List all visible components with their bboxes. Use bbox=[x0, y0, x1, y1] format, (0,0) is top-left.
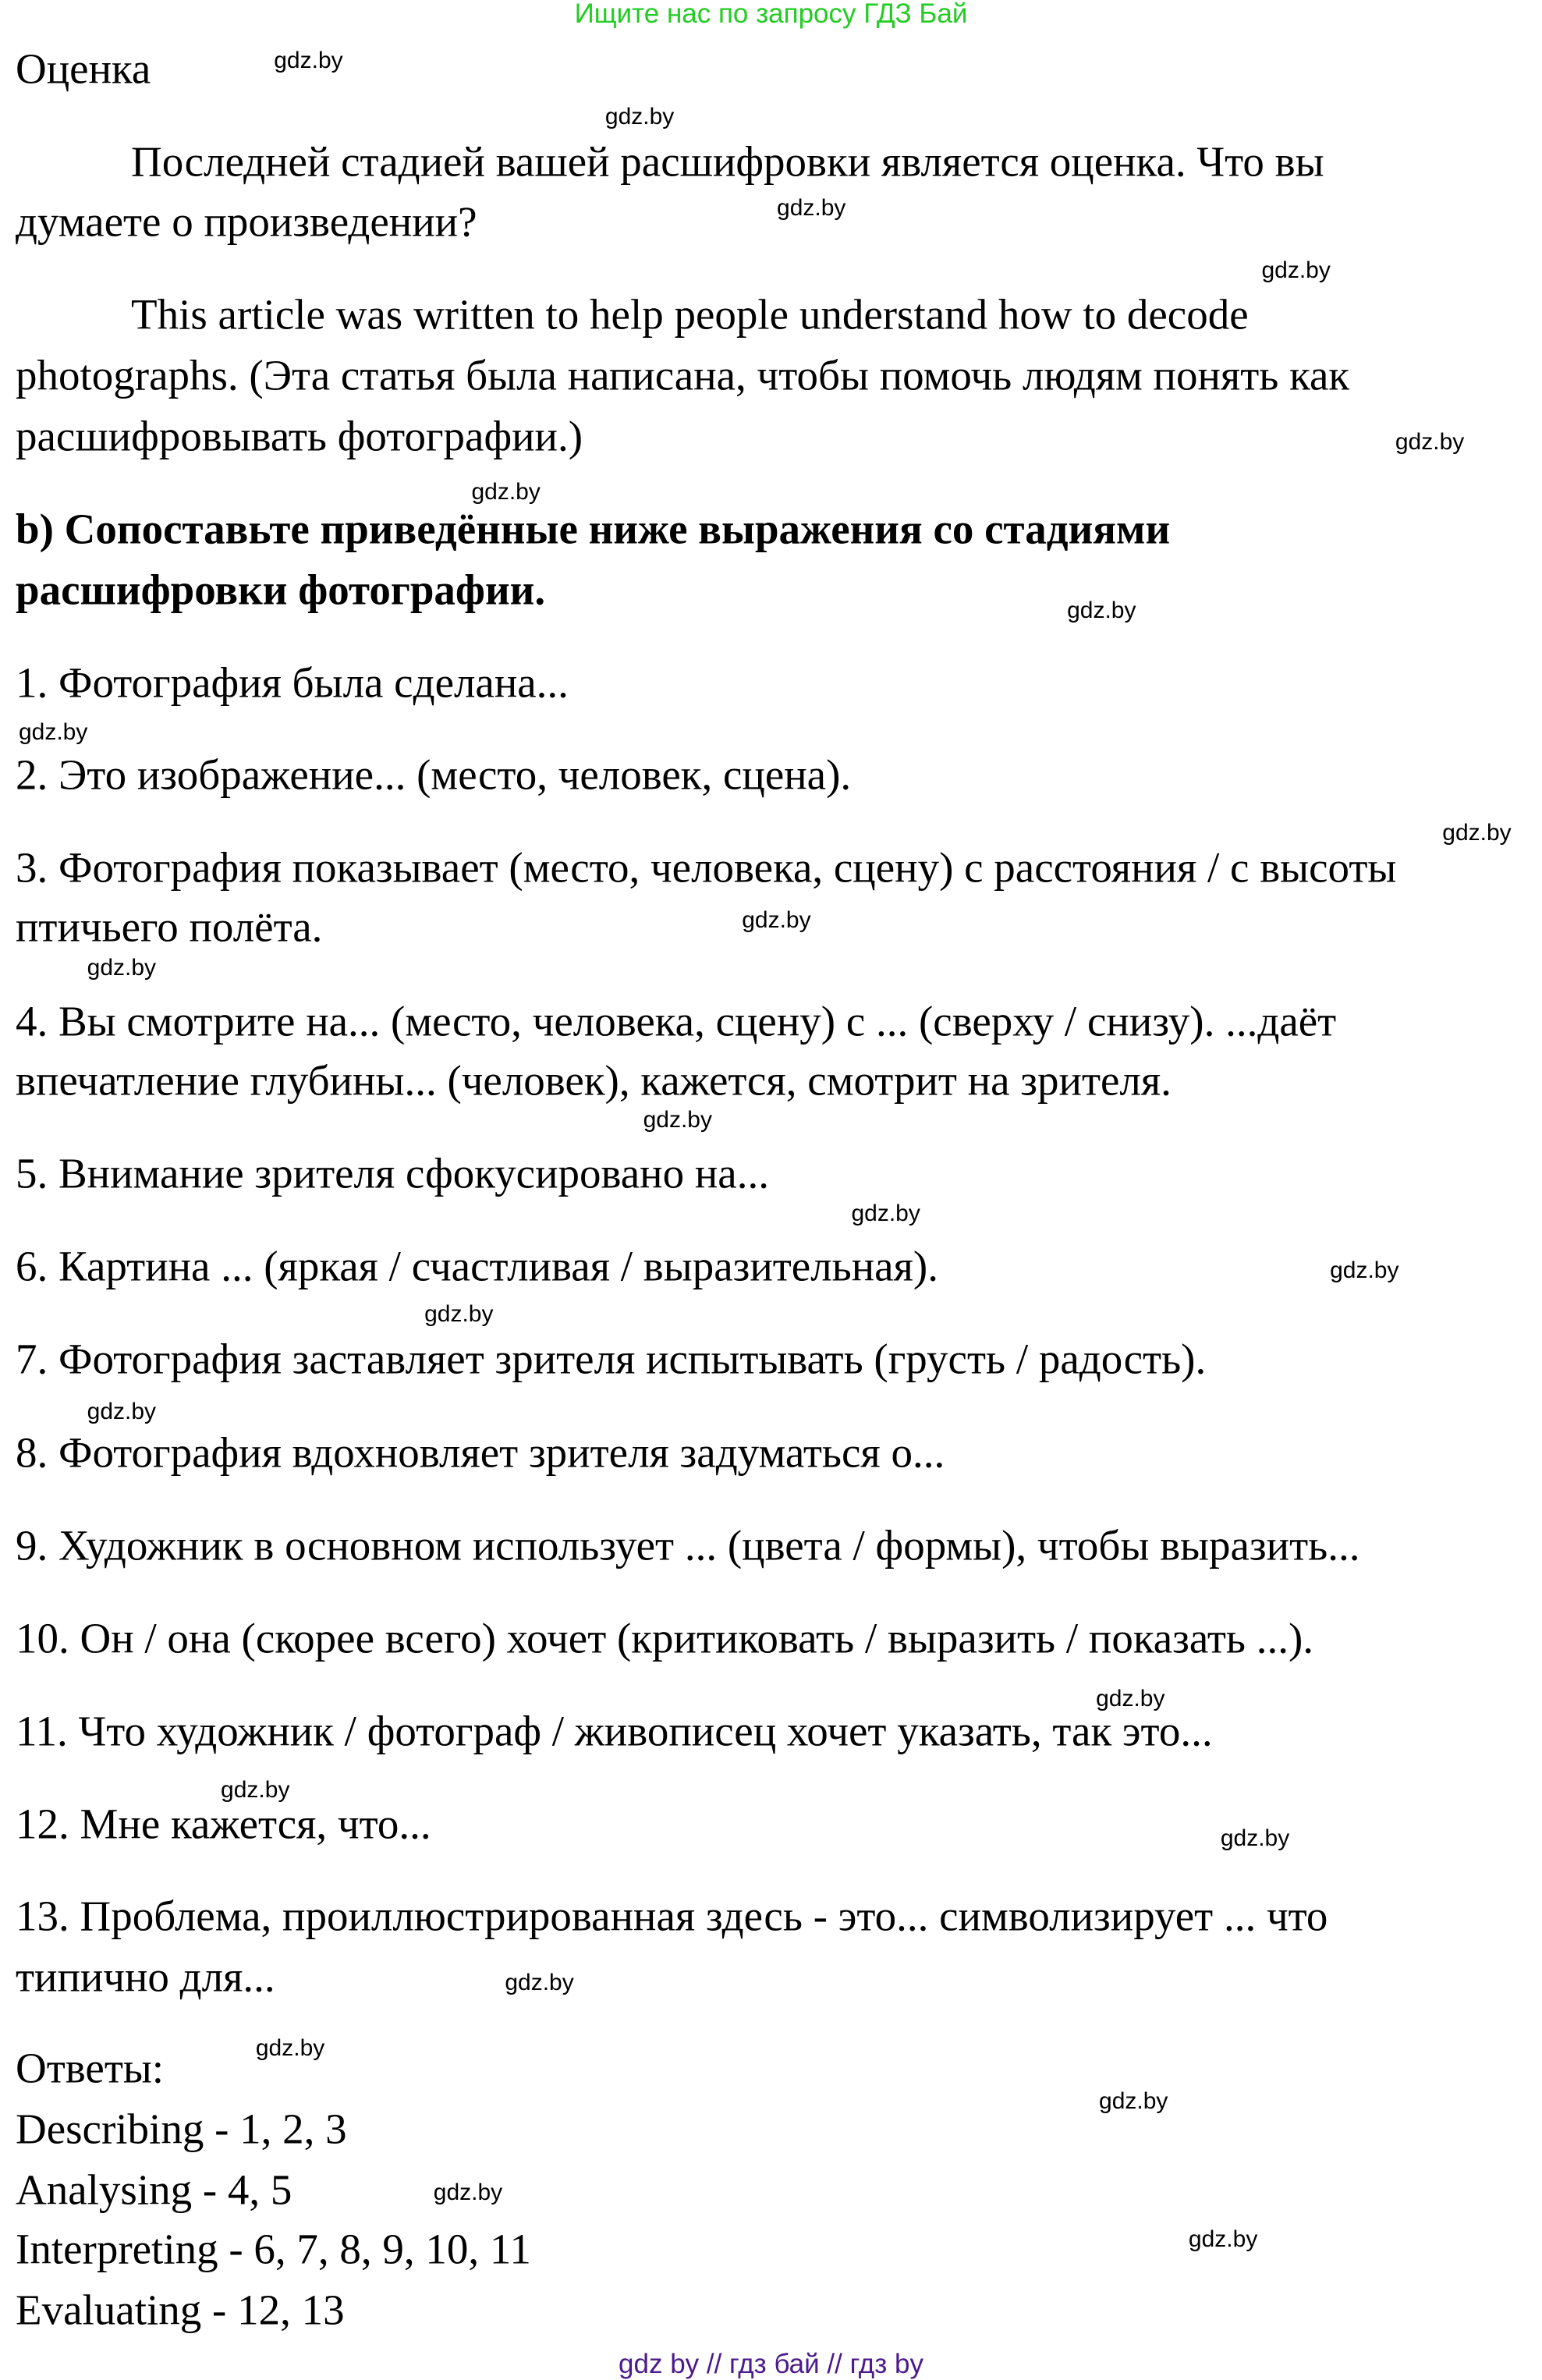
watermark: gdz.by bbox=[87, 954, 157, 981]
list-item: 4. Вы смотрите на... (место, человека, сцену) с ... (сверху / снизу). ...даёт bbox=[16, 997, 1337, 1045]
watermark: gdz.by bbox=[471, 479, 541, 505]
watermark: gdz.by bbox=[777, 194, 846, 221]
watermark: gdz.by bbox=[1188, 2226, 1258, 2253]
list-item: впечатление глубины... (человек), кажется, смотрит на зрителя. bbox=[16, 1056, 1172, 1105]
list-item: типично для... bbox=[16, 1953, 275, 2001]
list-item: 12. Мне кажется, что... bbox=[16, 1800, 431, 1848]
list-item: 1. Фотография была сделана... bbox=[16, 658, 569, 707]
paragraph-line: расшифровывать фотографии.) bbox=[16, 412, 583, 460]
paragraph-line: думаете о произведении? bbox=[16, 197, 477, 246]
watermark: gdz.by bbox=[604, 103, 675, 129]
list-item: 9. Художник в основном использует ... (цвета / формы), чтобы выразить... bbox=[16, 1521, 1360, 1570]
answers-label: Ответы: bbox=[16, 2044, 165, 2092]
watermark: gdz.by bbox=[643, 1106, 712, 1133]
watermark: gdz.by bbox=[255, 2034, 325, 2061]
watermark: gdz.by bbox=[274, 47, 343, 73]
task-title: расшифровки фотографии. bbox=[16, 566, 546, 614]
list-item: 10. Он / она (скорее всего) хочет (критиковать / выразить / показать ...). bbox=[16, 1614, 1314, 1662]
list-item: 6. Картина ... (яркая / счастливая / выразительная). bbox=[16, 1242, 938, 1290]
paragraph-line: This article was written to help people understand how to decode bbox=[131, 290, 1249, 339]
watermark: gdz.by bbox=[87, 1398, 157, 1424]
task-title: b) Сопоставьте приведённые ниже выражения со стадиями bbox=[16, 505, 1171, 553]
paragraph-line: Последней стадией вашей расшифровки является оценка. Что вы bbox=[131, 137, 1324, 186]
paragraph-line: photographs. (Эта статья была написана, чтобы помочь людям понять как bbox=[16, 351, 1350, 399]
watermark: gdz.by bbox=[1261, 257, 1331, 283]
answer-line: Analysing - 4, 5 bbox=[16, 2165, 292, 2214]
footer-links: gdz by // гдз бай // гдз by bbox=[619, 2349, 923, 2379]
watermark: gdz.by bbox=[1330, 1257, 1399, 1283]
watermark: gdz.by bbox=[1395, 428, 1465, 455]
watermark: gdz.by bbox=[1099, 2088, 1168, 2115]
list-item: 5. Внимание зрителя сфокусировано на... bbox=[16, 1149, 769, 1197]
list-item: 11. Что художник / фотограф / живописец хочет указать, так это... bbox=[16, 1707, 1213, 1755]
watermark: gdz.by bbox=[742, 907, 811, 934]
list-item: птичьего полёта. bbox=[16, 903, 323, 951]
search-banner: Ищите нас по запросу ГДЗ Бай bbox=[574, 0, 968, 29]
list-item: 3. Фотография показывает (место, человека, сцену) с расстояния / с высоты bbox=[16, 843, 1397, 892]
watermark: gdz.by bbox=[424, 1301, 494, 1328]
list-item: 8. Фотография вдохновляет зрителя задуматься о... bbox=[16, 1428, 945, 1477]
watermark: gdz.by bbox=[221, 1776, 290, 1803]
watermark: gdz.by bbox=[505, 1970, 574, 1996]
watermark: gdz.by bbox=[851, 1201, 920, 1227]
watermark: gdz.by bbox=[1442, 819, 1512, 846]
section-title: Оценка bbox=[16, 44, 151, 93]
watermark: gdz.by bbox=[18, 718, 88, 745]
answer-line: Describing - 1, 2, 3 bbox=[16, 2105, 347, 2153]
answer-line: Interpreting - 6, 7, 8, 9, 10, 11 bbox=[16, 2225, 531, 2273]
answer-line: Evaluating - 12, 13 bbox=[16, 2286, 345, 2334]
watermark: gdz.by bbox=[1220, 1825, 1290, 1852]
watermark: gdz.by bbox=[433, 2179, 503, 2205]
list-item: 7. Фотография заставляет зрителя испытывать (грусть / радость). bbox=[16, 1335, 1207, 1383]
watermark: gdz.by bbox=[1067, 598, 1136, 624]
list-item: 13. Проблема, проиллюстрированная здесь - это... символизирует ... что bbox=[16, 1892, 1328, 1940]
list-item: 2. Это изображение... (место, человек, сцена). bbox=[16, 750, 852, 799]
watermark: gdz.by bbox=[1096, 1685, 1165, 1711]
